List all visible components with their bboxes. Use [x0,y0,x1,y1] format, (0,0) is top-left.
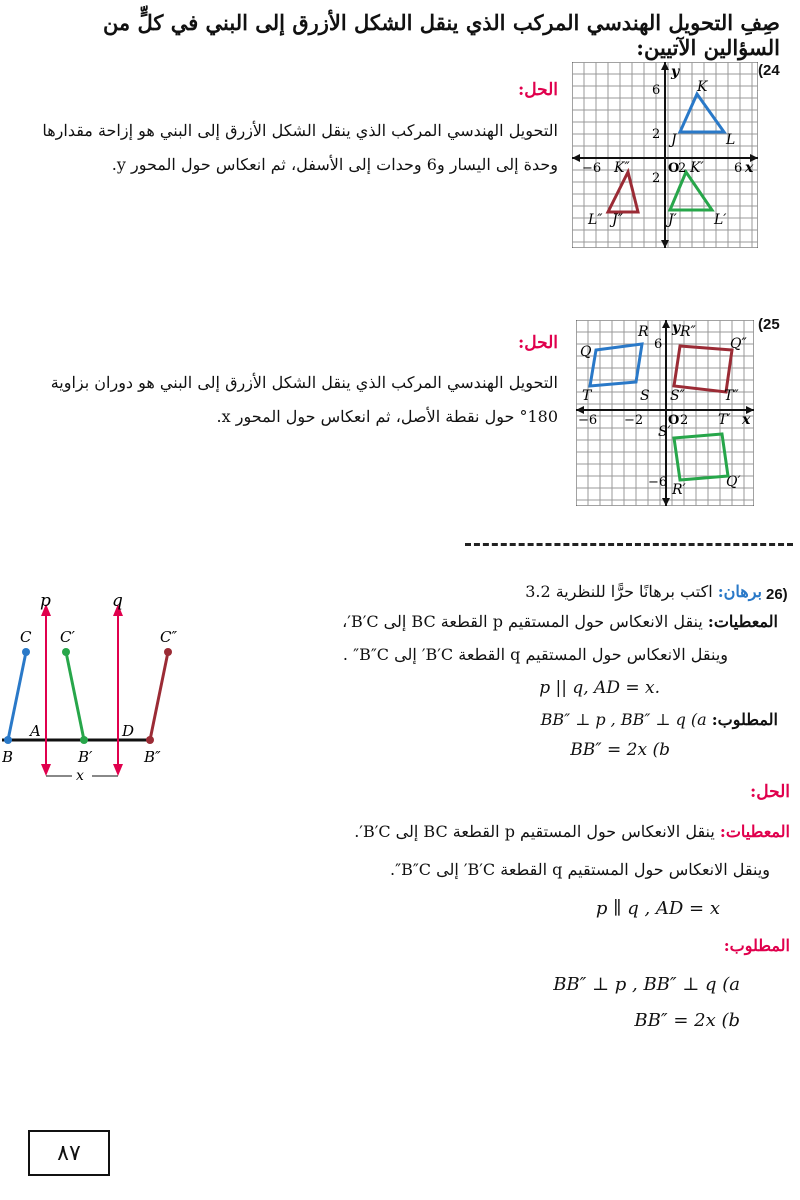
label-R1: R′ [672,482,686,498]
required-line-a [300,710,778,729]
solution-title-25: الحل: [517,333,558,353]
segment-B2C2 [150,652,168,740]
solution-required-a: BB″ ⊥ p , BB″ ⊥ q (a [553,974,740,995]
solution-title-26: الحل: [749,782,790,802]
label-x: x [76,768,84,780]
tick-6x: 6 [734,161,743,176]
proof-prompt: اكتب برهانًا حرًّا للنظرية 3.2 [525,582,713,601]
label-S1: S′ [658,424,671,440]
tick-6: 6 [652,83,661,98]
graph-25 [576,320,754,506]
page-number: ٨٧ [28,1130,110,1176]
question-number-26: 26) [766,586,788,603]
label-S: S [640,388,650,404]
tick-neg6y: −6 [648,475,668,490]
label-C1: C′ [60,628,75,646]
label-D: D [122,722,135,740]
tick-neg2: −2 [624,413,644,428]
tick-neg2: 2 [652,171,661,186]
dashed-divider [465,543,793,546]
question-number-24: (24 [758,62,780,79]
axis-label-y: y [671,64,680,80]
segment-BC [8,652,26,740]
label-Q2: Q″ [730,336,747,352]
solution-given-1 [200,822,790,841]
solution-given-3: p ∥ q , AD = x [595,898,720,919]
required-a: BB″ ⊥ p , BB″ ⊥ q (a [540,710,707,729]
given-text-1: ينقل الانعكاس حول المستقيم p القطعة BC إلى B′C′، [342,612,703,631]
graph-24 [572,62,758,248]
origin-label: O [668,161,680,176]
label-B1: B′ [78,748,93,766]
label-p: p [40,591,51,611]
axis-label-x: x [742,412,751,428]
label-K2: K″ [614,160,630,176]
solution-given-label: المعطيات: [719,822,790,841]
tick-2: 2 [652,127,661,142]
given-line-1 [220,612,778,631]
label-C: C [20,628,32,646]
segment-B1C1 [66,652,84,740]
label-q: q [112,591,123,611]
proof-label: برهان: [717,582,762,601]
label-C2: C″ [160,628,178,646]
label-Q1: Q′ [726,474,741,490]
label-L: L [726,132,736,148]
label-K1: K′ [690,160,704,176]
label-B2: B″ [144,748,161,766]
solution-title-24: الحل: [517,80,558,100]
label-Q: Q [580,344,592,360]
solution-given-text-1: ينقل الانعكاس حول المستقيم p القطعة BC إلى B′C′. [354,822,715,841]
tick-neg6: −6 [578,413,598,428]
reflection-figure [2,590,202,780]
label-L2: L″ [588,212,603,228]
label-J2: J″ [612,212,623,228]
label-R2: R″ [680,324,696,340]
label-A: A [30,722,41,740]
given-line-2: وينقل الانعكاس حول المستقيم q القطعة B′C′ إلى B″C″ . [342,645,728,664]
tick-neg6: −6 [582,161,602,176]
required-line-b: BB″ = 2x (b [570,740,670,760]
question-number-25: (25 [758,316,780,333]
label-B: B [2,748,14,766]
tick-2: 2 [680,413,689,428]
page-header: صِفِ التحويل الهندسي المركب الذي ينقل الشكل الأزرق إلى البني في كلٍّ من السؤالين الآتيين: [102,10,780,60]
given-line-3: p || q, AD = x. [539,678,660,698]
label-T2: T″ [724,388,739,404]
origin-label: O [668,413,680,428]
label-J: J [671,132,677,148]
axis-label-x: x [745,160,754,176]
label-K: K [697,79,708,95]
solution-required-label: المطلوب: [723,936,790,955]
label-L1: L′ [714,212,727,228]
label-T1: T′ [718,412,731,428]
required-label: المطلوب: [711,710,778,729]
tick-6: 6 [654,337,663,352]
label-T: T [582,388,592,404]
given-label: المعطيات: [707,612,778,631]
solution-given-2: وينقل الانعكاس حول المستقيم q القطعة B′C′ إلى B″C″. [390,860,770,879]
solution-required-b: BB″ = 2x (b [634,1010,740,1031]
solution-text-24: التحويل الهندسي المركب الذي ينقل الشكل الأزرق إلى البني هو إزاحة مقدارها وحدة إلى اليسار و6 وحدات إلى الأسفل، ثم انعكاس حول المحور y. [42,121,558,174]
label-J1: J′ [668,212,677,228]
tick-2x: 2 [678,161,687,176]
solution-text-25: التحويل الهندسي المركب الذي ينقل الشكل الأزرق إلى البني هو دوران بزاوية 180° حول نقطة الأصل، ثم انعكاس حول المحور x. [50,373,558,426]
proof-prompt-line [300,582,762,601]
axis-label-y: y [672,320,681,336]
label-R: R [638,324,649,340]
label-S2: S″ [670,388,685,404]
